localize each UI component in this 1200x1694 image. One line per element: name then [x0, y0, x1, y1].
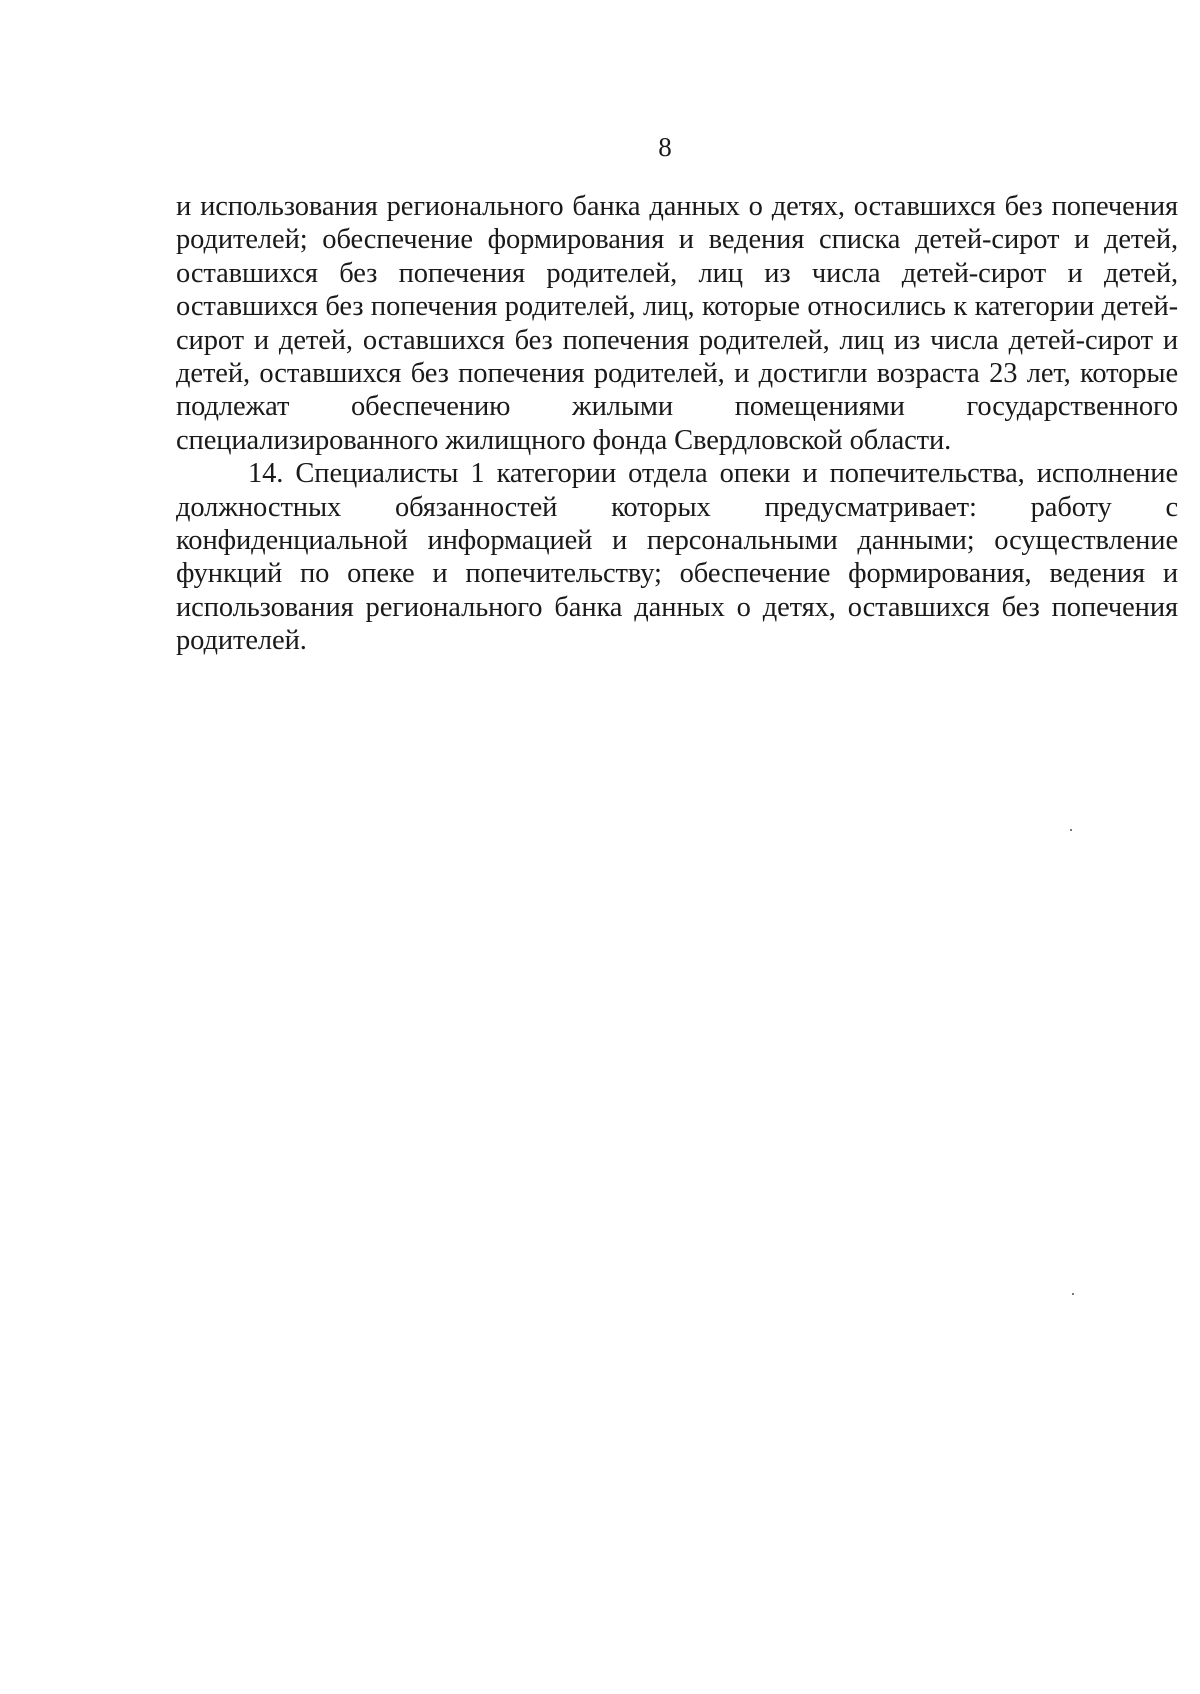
paragraph-item-14: 14. Специалисты 1 категории отдела опеки и попечительства, исполнение должностных обязанностей которых предусматривает: работу с конфиденциальной информацией и персональными данными; осуществление функций по опеке и попечительству; обеспечение формирования, ведения и использования регионального банка данных о детях, оставшихся без попечения родителей. — [176, 458, 1178, 657]
scan-speck — [1070, 829, 1072, 831]
page-number: 8 — [658, 132, 672, 162]
paragraph-continuation: и использования регионального банка данных о детях, оставшихся без попечения родителей; обеспечение формирования и ведения списка детей-сирот и детей, оставшихся без попечения родителей, лиц из числа детей-сирот и детей, оставшихся без попечения родителей, лиц, которые относились к категории детей-сирот и детей, оставшихся без попечения родителей, лиц из числа детей-сирот и детей, оставшихся без попечения родителей, и достигли возраста 23 лет, которые подлежат обеспечению жилыми помещениями государственного специализированного жилищного фонда Свердловской области. — [176, 191, 1178, 456]
scan-speck — [1072, 1293, 1074, 1295]
document-body — [176, 190, 1178, 658]
